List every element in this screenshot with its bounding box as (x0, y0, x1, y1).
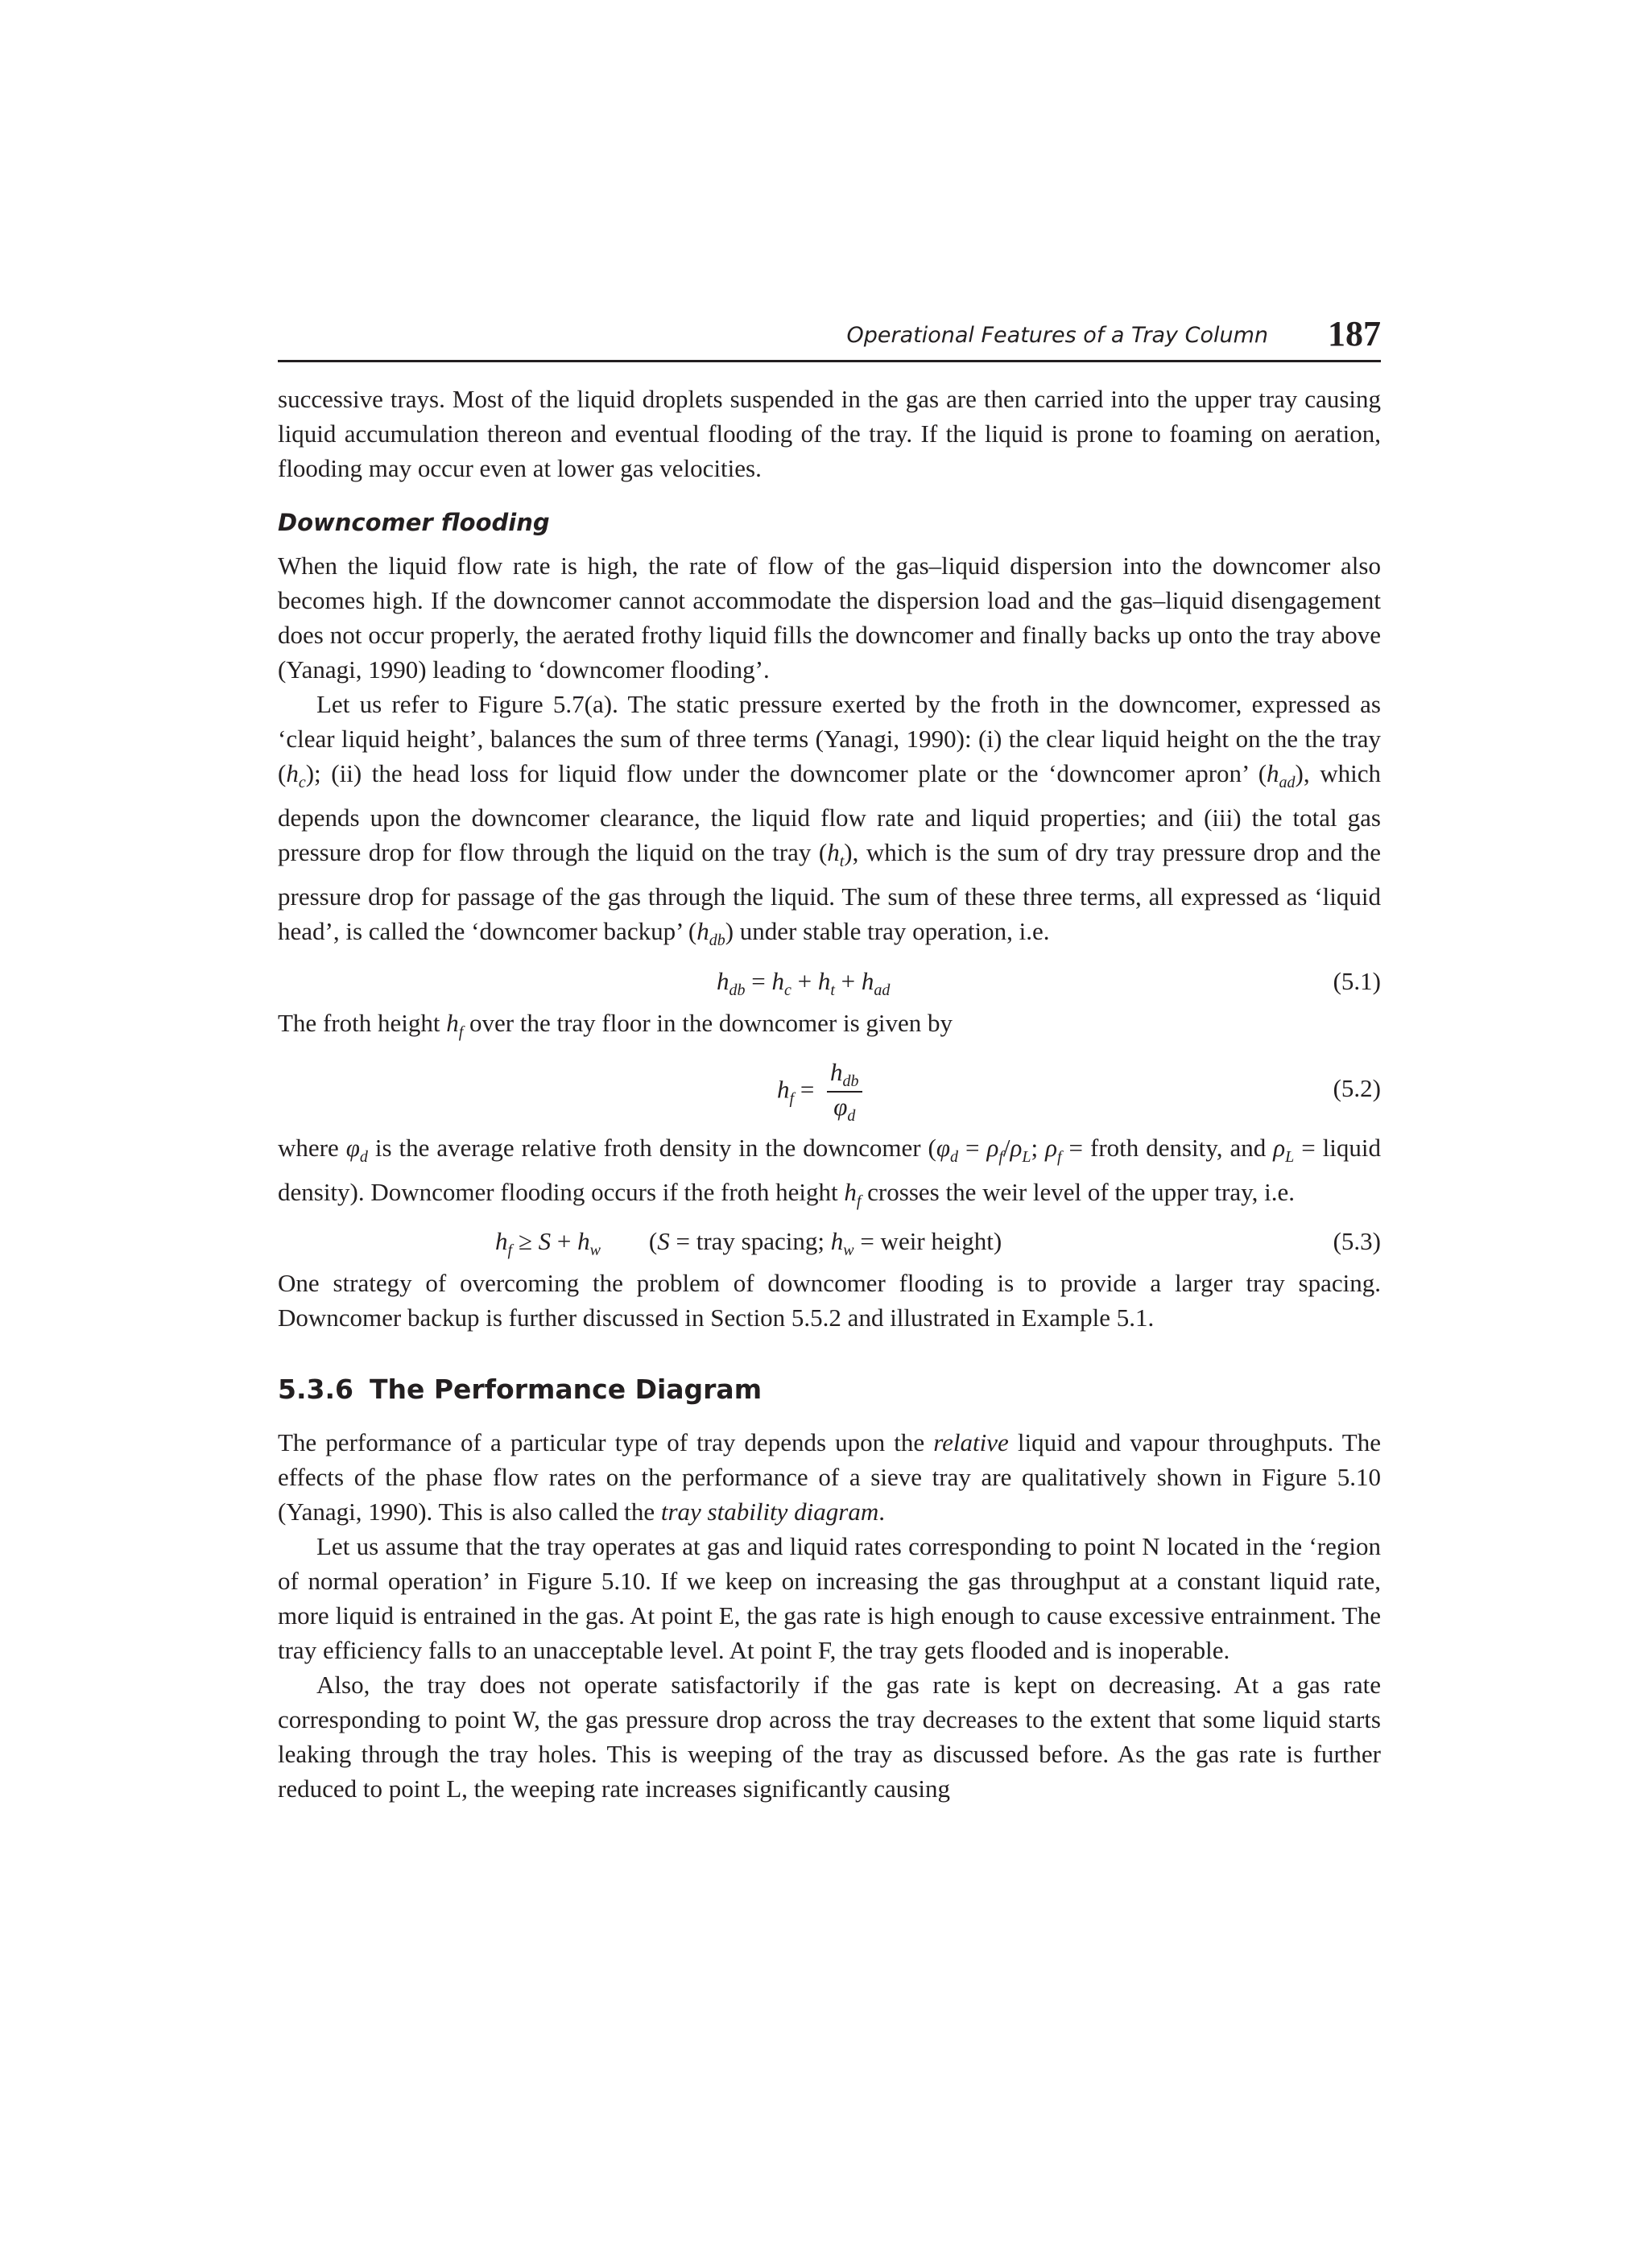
equation-5-2-expression: $h_f$ = $\frac{h_{db}}{\varphi_d}$ (777, 1058, 862, 1126)
equation-5-3-note: (S = tray spacing; $h_w$ = weir height) (648, 1227, 1002, 1260)
page-number: 187 (1328, 314, 1381, 353)
equation-5-1 (278, 959, 1381, 1006)
paragraph-normal-operation: Let us assume that the tray operates at gas and liquid rates corresponding to point N located in the ‘region of normal operation’ in Figure 5.10. If we keep on increasing the gas throughput at a constant liquid rate, more liquid is entrained in the gas. At point E, the gas rate is high enough to cause excessive entrainment. The tray efficiency falls to an unacceptable level. At point F, the tray gets flooded and is inoperable. (278, 1532, 1381, 1665)
section-title: The Performance Diagram (369, 1374, 763, 1406)
equation-5-2-fraction: $\frac{h_{db}}{\varphi_d}$ (827, 1058, 862, 1126)
paragraph-downcomer-backup: Let us refer to Figure 5.7(a). The static pressure exerted by the froth in the downcomer, expressed as ‘clear liquid height’, balances the sum of three terms (Yanagi, 1990): (i) the clear liquid height on the the tray $(h_c)$; (ii) the head loss for liquid flow under the downcomer plate or the ‘downcomer apron’ $(h_{ad})$, which depends upon the downcomer clearance, the liquid flow rate and liquid properties; and (iii) the total gas pressure drop for flow through the liquid on the tray $(h_t)$, which is the sum of dry tray pressure drop and the pressure drop for passage of the gas through the liquid. The sum of these three terms, all expressed as ‘liquid head’, is called the ‘downcomer backup’ $(h_{db})$ under stable tray operation, i.e. (278, 690, 1382, 950)
equation-number-5-1: (5.1) (1333, 966, 1381, 995)
equation-5-3 (278, 1219, 1381, 1266)
section-heading (278, 1372, 1381, 1407)
equation-5-1-expression: $h_{db} = h_c + h_t + h_{ad}$ (717, 966, 891, 999)
subheading-downcomer-flooding: Downcomer flooding (278, 509, 550, 536)
running-title: Operational Features of a Tray Column (846, 323, 1268, 348)
running-header (278, 314, 1381, 362)
paragraph-continuation: successive trays. Most of the liquid droplets suspended in the gas are then carried into the upper tray causing liquid accumulation thereon and eventual flooding of the tray. If the liquid is prone to foaming on aeration, flooding may occur even at lower gas velocities. (278, 385, 1381, 482)
paragraph-tray-spacing: One strategy of overcoming the problem of downcomer flooding is to provide a larger tray spacing. Downcomer backup is further discussed in Section 5.5.2 and illustrated in Example 5.1. (278, 1269, 1381, 1332)
equation-5-2 (278, 1050, 1381, 1130)
section-number: 5.3.6 (278, 1374, 353, 1406)
paragraph-performance-intro: The performance of a particular type of tray depends upon the relative liquid and vapour throughputs. The effects of the phase flow rates on the performance of a sieve tray are qualitatively shown in Figure 5.10 (Yanagi, 1990). This is also called the tray stability diagram. (278, 1428, 1381, 1526)
paragraph-downcomer-intro: When the liquid flow rate is high, the rate of flow of the gas–liquid dispersion into the downcomer also becomes high. If the downcomer cannot accommodate the dispersion load and the gas–liquid disengagement does not occur properly, the aerated frothy liquid fills the downcomer and finally backs up onto the tray above (Yanagi, 1990) leading to ‘downcomer flooding’. (278, 552, 1381, 684)
equation-number-5-2: (5.2) (1333, 1073, 1381, 1102)
equation-5-3-expression: $h_f \ge S + h_w$ (S = tray spacing; $h_w$ = weir height) (495, 1227, 1002, 1260)
paragraph-weeping: Also, the tray does not operate satisfactorily if the gas rate is kept on decreasing. At a gas rate corresponding to point W, the gas pressure drop across the tray decreases to the extent that some liquid starts leaking through the tray holes. This is weeping of the tray as discussed before. As the gas rate is further reduced to point L, the weeping rate increases significantly causing (278, 1671, 1381, 1803)
paragraph-froth-density: where $\varphi_d$ is the average relative froth density in the downcomer ($\varphi_d = \rho_f/\rho_L$; $\rho_f$ = froth density, and $\rho_L$ = liquid density). Downcomer flooding occurs if the froth height $h_f$ crosses the weir level of the upper tray, i.e. (278, 1133, 1381, 1211)
paragraph-froth-height: The froth height $h_f$ over the tray floor in the downcomer is given by (278, 1008, 953, 1041)
page (278, 314, 1382, 1806)
equation-number-5-3: (5.3) (1333, 1227, 1381, 1256)
